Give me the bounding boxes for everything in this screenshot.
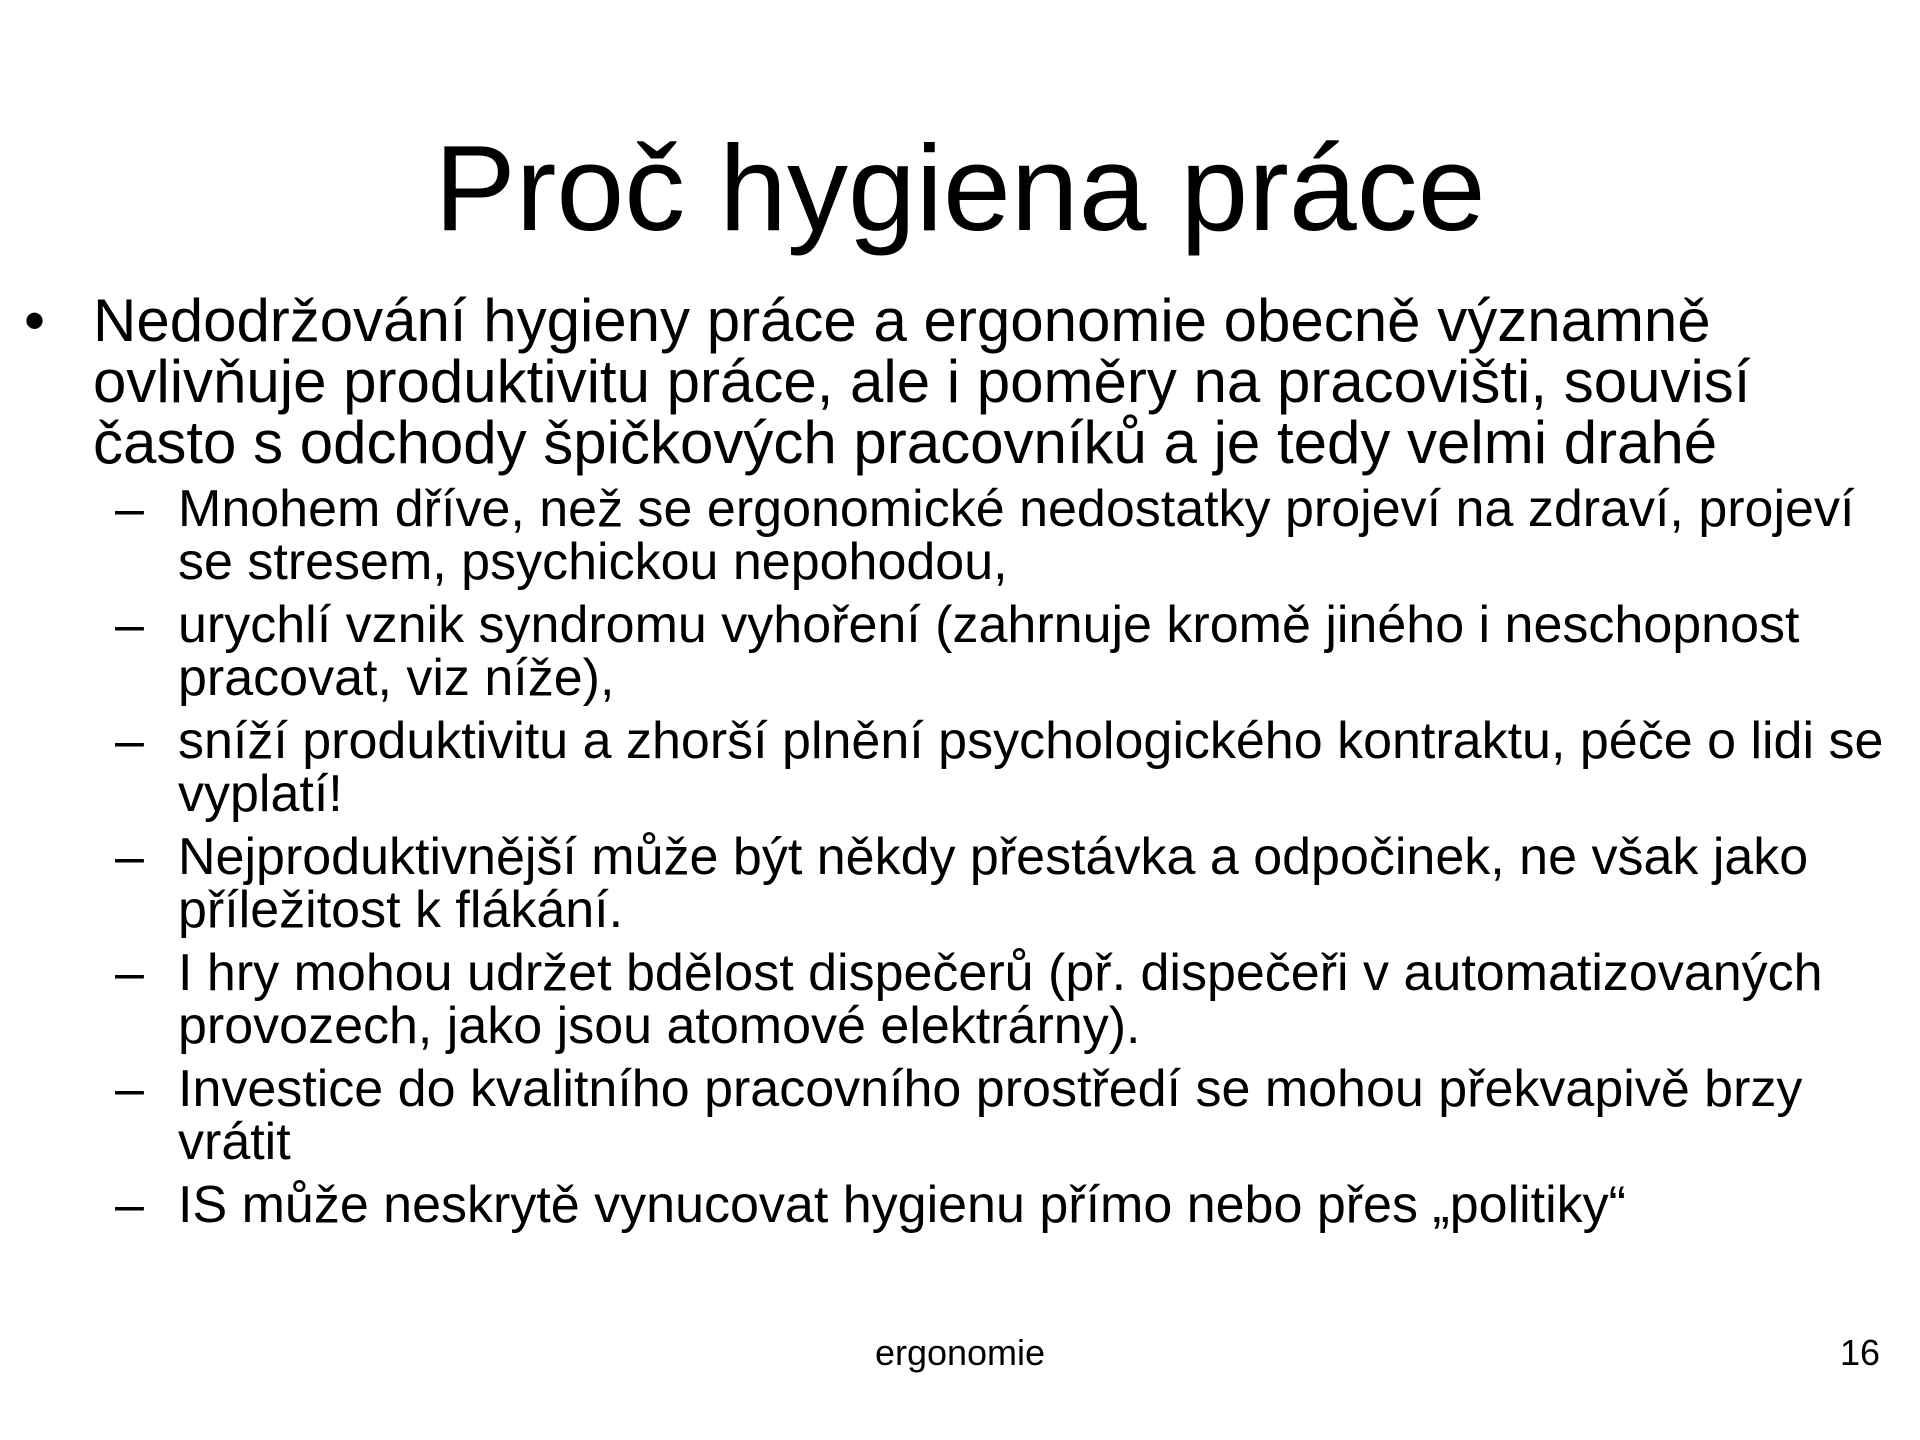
dash-marker: – [115,944,144,1002]
sub-bullet-text: Investice do kvalitního pracovního prostředí se mohou překvapivě brzy vrátit [178,1060,1803,1171]
sub-bullet-list [0,480,1920,1234]
page-number: 16 [1839,1332,1880,1373]
sub-bullet-item [0,712,1893,823]
sub-bullet-text: I hry mohou udržet bdělost dispečerů (př. dispečeři v automatizovaných provozech, jako jsou atomové elektrárny). [178,944,1823,1055]
slide-content [0,287,1920,1242]
dash-marker: – [115,1060,144,1118]
dash-marker: – [115,1176,144,1234]
sub-bullet-text: IS může neskrytě vynucovat hygienu přímo nebo přes „politiky“ [178,1176,1627,1234]
sub-bullet-item [0,828,1893,939]
sub-bullet-item [0,480,1893,591]
sub-bullet-item [0,1060,1893,1171]
sub-bullet-item [0,1176,1893,1234]
footer-label: ergonomie [874,1332,1046,1373]
main-bullet [0,287,1893,476]
dash-marker: – [115,480,144,538]
sub-bullet-text: Nejproduktivnější může být někdy přestávka a odpočinek, ne však jako příležitost k flákání. [178,828,1809,939]
dash-marker: – [115,712,144,770]
sub-bullet-item [0,944,1893,1055]
sub-bullet-text: urychlí vznik syndromu vyhoření (zahrnuje kromě jiného i neschopnost pracovat, viz níže), [178,596,1800,707]
sub-bullet-text: sníží produktivitu a zhorší plnění psychologického kontraktu, péče o lidi se vyplatí! [178,712,1884,823]
dash-marker: – [115,828,144,886]
sub-bullet-text: Mnohem dříve, než se ergonomické nedostatky projeví na zdraví, projeví se stresem, psychickou nepohodou, [178,480,1855,591]
bullet-marker: • [24,287,46,354]
sub-bullet-item [0,596,1893,707]
main-bullet-text: Nedodržování hygieny práce a ergonomie obecně významně ovlivňuje produktivitu práce, ale i poměry na pracovišti, souvisí často s odchody špičkových pracovníků a je tedy velmi drahé [93,287,1751,476]
dash-marker: – [115,596,144,654]
slide-title: Proč hygiena práce [434,120,1486,256]
